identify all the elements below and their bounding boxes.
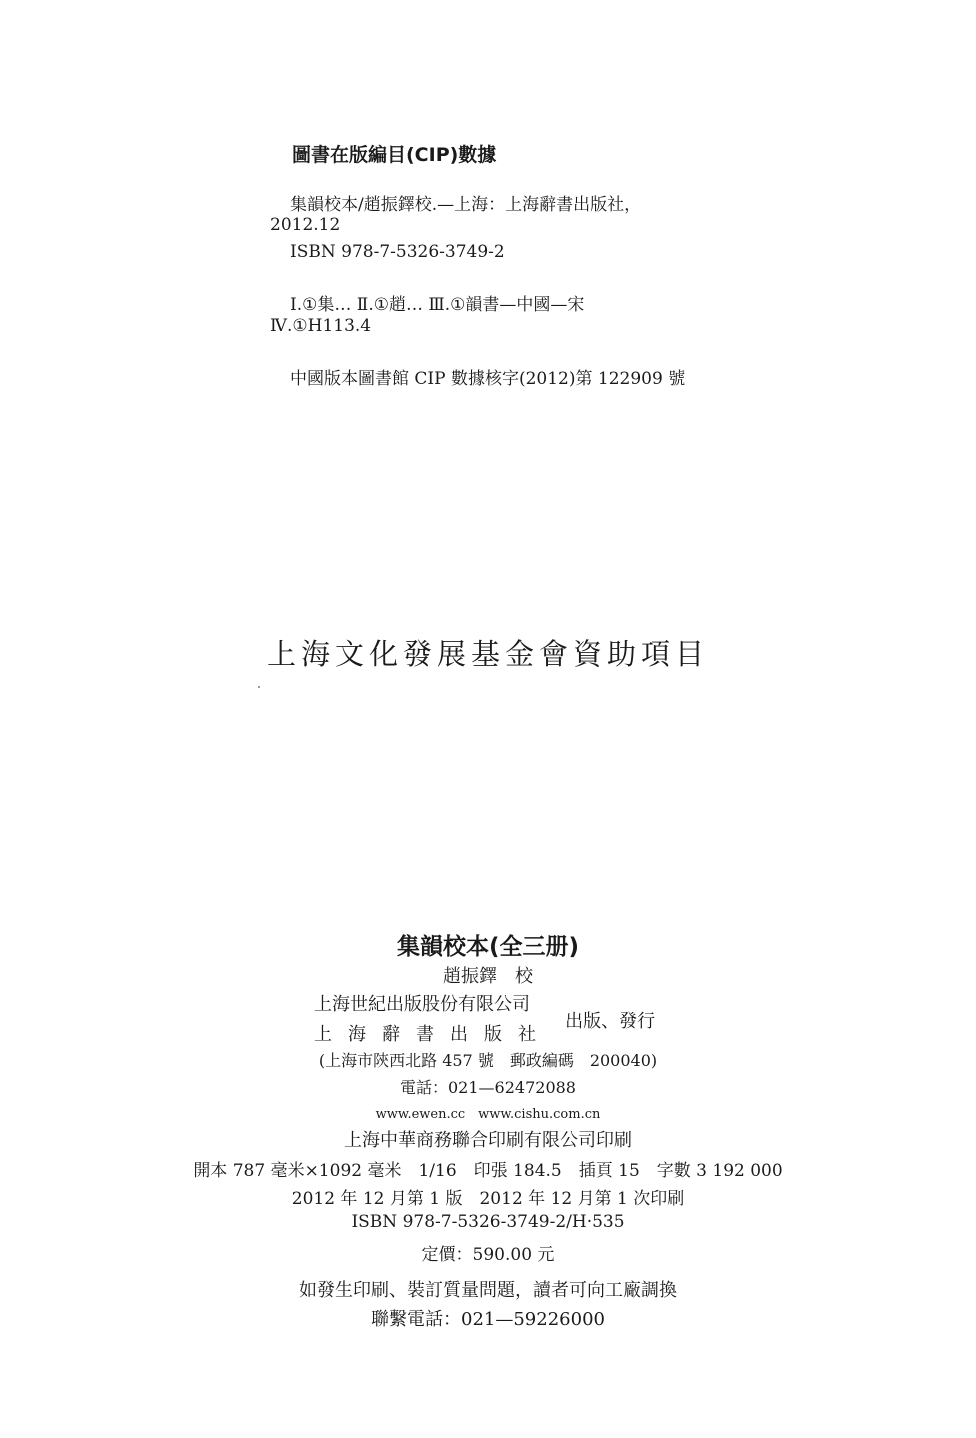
colophon-isbn: ISBN 978-7-5326-3749-2/H·535 [351, 1212, 625, 1232]
quality-notice: 如發生印刷、裝訂質量問題，讀者可向工廠調換 [299, 1280, 677, 1301]
colophon-title: 集韻校本(全三册) [396, 934, 580, 960]
edition-info: 2012 年 12 月第 1 版 2012 年 12 月第 1 次印刷 [291, 1189, 685, 1209]
publisher-1: 上海世紀出版股份有限公司 [314, 994, 530, 1015]
cip-classification-2: Ⅳ.①H113.4 [270, 316, 372, 336]
publisher-2: 上海辭書出版社 [314, 1024, 552, 1045]
publisher-block [314, 990, 655, 1050]
colophon-editor: 趙振鐸 校 [443, 966, 533, 987]
cip-heading: 圖書在版編目(CIP)數據 [292, 144, 497, 166]
funding-banner: 上海文化發展基金會資助項目 [266, 637, 709, 671]
publisher-phone: 電話：021—62472088 [400, 1078, 576, 1097]
publisher-address: (上海市陝西北路 457 號 郵政編碼 200040) [318, 1051, 658, 1070]
speck [258, 686, 260, 688]
contact-phone: 聯繫電話：021—59226000 [371, 1309, 605, 1330]
cip-classification-1: Ⅰ.①集… Ⅱ.①趙… Ⅲ.①韻書—中國—宋 [290, 295, 585, 315]
book-specs: 開本 787 毫米×1092 毫米 1/16 印張 184.5 插頁 15 字數 3 192 000 [193, 1161, 783, 1181]
cip-record-number: 中國版本圖書館 CIP 數據核字(2012)第 122909 號 [290, 369, 686, 389]
publisher-role: 出版、發行 [565, 1011, 656, 1032]
price: 定價：590.00 元 [421, 1245, 555, 1265]
cip-title-line: 集韻校本/趙振鐸校.—上海：上海辭書出版社， [290, 195, 642, 215]
publisher-websites: www.ewen.cc www.cishu.com.cn [375, 1107, 601, 1122]
cip-isbn: ISBN 978-7-5326-3749-2 [290, 242, 505, 262]
cip-date-line: 2012.12 [270, 215, 341, 235]
printer: 上海中華商務聯合印刷有限公司印刷 [344, 1130, 632, 1151]
